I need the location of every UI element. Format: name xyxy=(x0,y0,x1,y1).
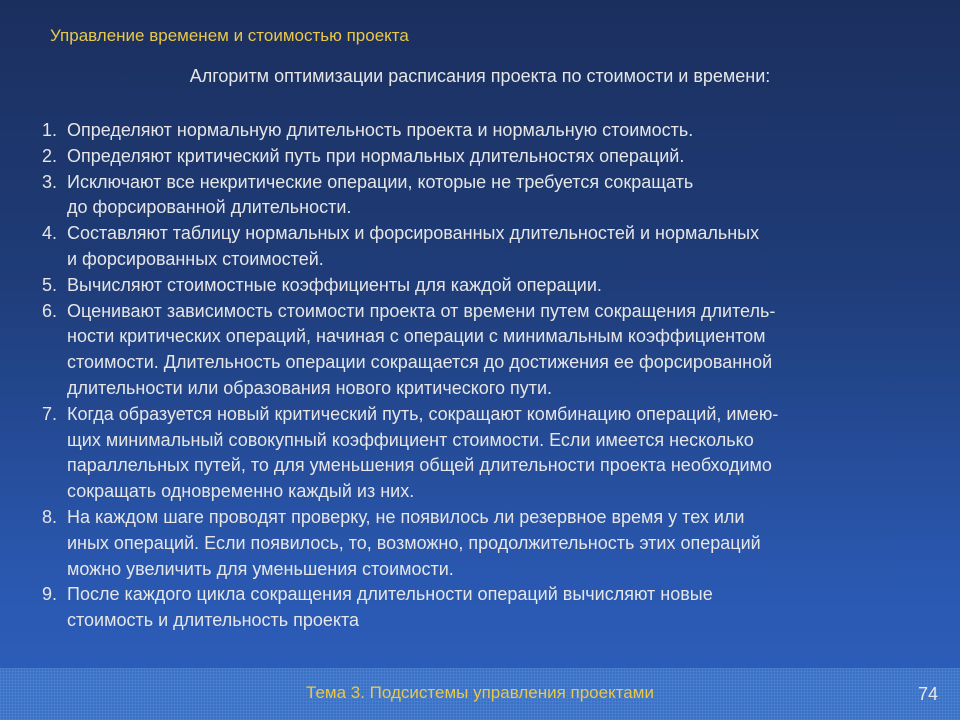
step-text-line: Определяют нормальную длительность проекта и нормальную стоимость. xyxy=(67,120,694,140)
step-number: 9. xyxy=(42,584,58,605)
step-item-8 xyxy=(42,505,922,582)
step-number: 8. xyxy=(42,506,58,527)
step-text-line: стоимость и длительность проекта xyxy=(67,610,360,631)
step-text-line: Исключают все некритические операции, которые не требуется сокращать xyxy=(67,171,694,192)
step-number: 5. xyxy=(42,274,58,295)
step-text-line: Оценивают зависимость стоимости проекта от времени путем сокращения длитель- xyxy=(67,300,776,321)
step-number: 4. xyxy=(42,223,58,244)
header-title: Управление временем и стоимостью проекта xyxy=(50,26,409,45)
step-text-line: ности критических операций, начиная с операции с минимальным коэффициентом xyxy=(67,326,766,347)
step-item-7 xyxy=(42,402,922,505)
step-text-line: и форсированных стоимостей. xyxy=(67,248,324,269)
step-text-line: щих минимальный совокупный коэффициент стоимости. Если имеется несколько xyxy=(67,429,754,450)
step-text-line: до форсированной длительности. xyxy=(67,197,352,218)
step-text-line: параллельных путей, то для уменьшения общей длительности проекта необходимо xyxy=(67,455,772,476)
step-text-line: После каждого цикла сокращения длительности операций вычисляют новые xyxy=(67,584,713,605)
slide-heading: Алгоритм оптимизации расписания проекта по стоимости и времени: xyxy=(189,66,771,86)
step-text-line: На каждом шаге проводят проверку, не появилось ли резервное время у тех или xyxy=(67,506,745,527)
step-text-line: Когда образуется новый критический путь, сокращают комбинацию операций, имею- xyxy=(67,403,779,424)
step-item-4 xyxy=(42,221,922,273)
algorithm-steps-list xyxy=(42,118,922,634)
step-text-line: Составляют таблицу нормальных и форсированных длительностей и нормальных xyxy=(67,223,760,244)
step-text-line: сокращать одновременно каждый из них. xyxy=(67,481,415,502)
step-item-5 xyxy=(42,273,922,299)
step-number: 6. xyxy=(42,300,58,321)
step-item-1 xyxy=(42,118,922,144)
step-text-line: длительности или образования нового критического пути. xyxy=(67,377,553,398)
step-item-2 xyxy=(42,144,922,170)
step-number: 1. xyxy=(42,120,58,140)
step-item-9 xyxy=(42,582,922,634)
step-text-line: стоимости. Длительность операции сокращается до достижения ее форсированной xyxy=(67,352,773,373)
step-item-6 xyxy=(42,299,922,402)
step-number: 2. xyxy=(42,145,58,166)
step-text-line: Определяют критический путь при нормальных длительностях операций. xyxy=(67,145,685,166)
page-number: 74 xyxy=(917,684,938,704)
footer-topic: Тема 3. Подсистемы управления проектами xyxy=(306,683,654,702)
step-text-line: Вычисляют стоимостные коэффициенты для каждой операции. xyxy=(67,274,602,295)
step-text-line: иных операций. Если появилось, то, возможно, продолжительность этих операций xyxy=(67,532,761,553)
step-item-3 xyxy=(42,170,922,222)
step-text-line: можно увеличить для уменьшения стоимости. xyxy=(67,558,454,579)
step-number: 7. xyxy=(42,403,58,424)
step-number: 3. xyxy=(42,171,58,192)
